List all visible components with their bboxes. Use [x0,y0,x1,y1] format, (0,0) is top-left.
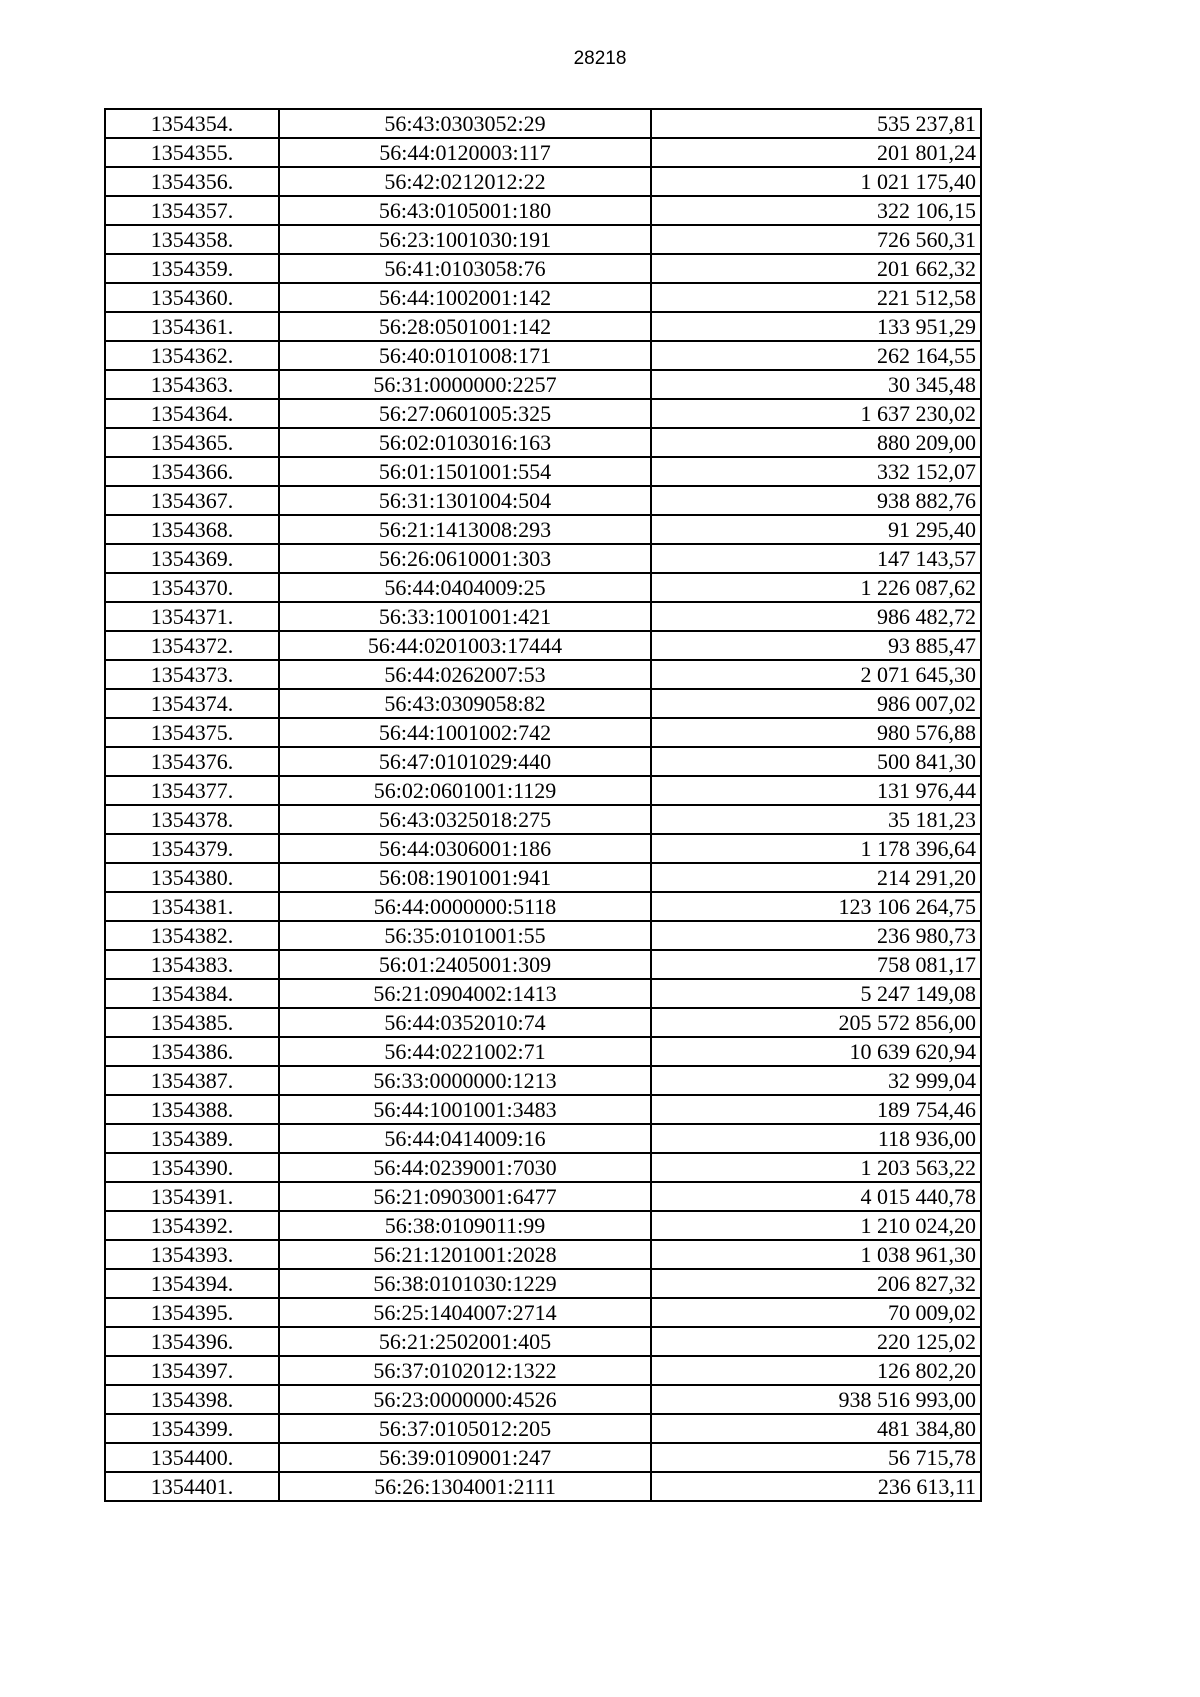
cadastral-number-cell: 56:44:0262007:53 [279,660,651,689]
row-number-cell: 1354371. [105,602,279,631]
table-row [105,457,981,486]
cadastral-number-cell: 56:44:0306001:186 [279,834,651,863]
cadastral-value-cell: 986 007,02 [651,689,981,718]
cadastral-number-cell: 56:02:0601001:1129 [279,776,651,805]
cadastral-value-cell: 2 071 645,30 [651,660,981,689]
table-row [105,1327,981,1356]
cadastral-number-cell: 56:33:1001001:421 [279,602,651,631]
row-number-cell: 1354395. [105,1298,279,1327]
row-number-cell: 1354355. [105,138,279,167]
cadastral-value-cell: 1 021 175,40 [651,167,981,196]
cadastral-value-cell: 1 226 087,62 [651,573,981,602]
cadastral-number-cell: 56:21:1201001:2028 [279,1240,651,1269]
row-number-cell: 1354394. [105,1269,279,1298]
row-number-cell: 1354385. [105,1008,279,1037]
cadastral-value-cell: 35 181,23 [651,805,981,834]
cadastral-value-cell: 118 936,00 [651,1124,981,1153]
cadastral-number-cell: 56:31:1301004:504 [279,486,651,515]
cadastral-number-cell: 56:27:0601005:325 [279,399,651,428]
cadastral-value-cell: 758 081,17 [651,950,981,979]
table-row [105,631,981,660]
cadastral-number-cell: 56:23:1001030:191 [279,225,651,254]
table-row [105,834,981,863]
cadastral-value-cell: 880 209,00 [651,428,981,457]
cadastral-value-cell: 1 038 961,30 [651,1240,981,1269]
cadastral-number-cell: 56:44:1001002:742 [279,718,651,747]
table-row [105,1153,981,1182]
row-number-cell: 1354372. [105,631,279,660]
cadastral-value-cell: 535 237,81 [651,109,981,138]
table-row [105,921,981,950]
table-row [105,196,981,225]
row-number-cell: 1354361. [105,312,279,341]
cadastral-value-cell: 322 106,15 [651,196,981,225]
cadastral-number-cell: 56:41:0103058:76 [279,254,651,283]
row-number-cell: 1354400. [105,1443,279,1472]
table-row [105,1008,981,1037]
cadastral-value-cell: 726 560,31 [651,225,981,254]
cadastral-value-cell: 10 639 620,94 [651,1037,981,1066]
row-number-cell: 1354390. [105,1153,279,1182]
cadastral-number-cell: 56:47:0101029:440 [279,747,651,776]
row-number-cell: 1354392. [105,1211,279,1240]
table-body [105,109,981,1501]
cadastral-value-cell: 147 143,57 [651,544,981,573]
cadastral-number-cell: 56:42:0212012:22 [279,167,651,196]
row-number-cell: 1354380. [105,863,279,892]
cadastral-number-cell: 56:21:1413008:293 [279,515,651,544]
cadastral-value-cell: 131 976,44 [651,776,981,805]
cadastral-number-cell: 56:44:0221002:71 [279,1037,651,1066]
table-row [105,573,981,602]
table-row [105,1298,981,1327]
cadastral-number-cell: 56:40:0101008:171 [279,341,651,370]
cadastral-value-cell: 1 637 230,02 [651,399,981,428]
table-row [105,892,981,921]
row-number-cell: 1354362. [105,341,279,370]
row-number-cell: 1354369. [105,544,279,573]
table-row [105,1182,981,1211]
cadastral-value-cell: 481 384,80 [651,1414,981,1443]
row-number-cell: 1354389. [105,1124,279,1153]
table-row [105,515,981,544]
row-number-cell: 1354382. [105,921,279,950]
cadastral-number-cell: 56:39:0109001:247 [279,1443,651,1472]
cadastral-number-cell: 56:33:0000000:1213 [279,1066,651,1095]
cadastral-value-cell: 123 106 264,75 [651,892,981,921]
cadastral-value-cell: 236 613,11 [651,1472,981,1501]
cadastral-number-cell: 56:38:0109011:99 [279,1211,651,1240]
table-row [105,1269,981,1298]
cadastral-number-cell: 56:43:0325018:275 [279,805,651,834]
cadastral-number-cell: 56:02:0103016:163 [279,428,651,457]
table-row [105,312,981,341]
cadastral-value-cell: 938 516 993,00 [651,1385,981,1414]
cadastral-number-cell: 56:28:0501001:142 [279,312,651,341]
cadastral-number-cell: 56:43:0303052:29 [279,109,651,138]
row-number-cell: 1354387. [105,1066,279,1095]
cadastral-value-cell: 980 576,88 [651,718,981,747]
table-row [105,979,981,1008]
row-number-cell: 1354388. [105,1095,279,1124]
table-row [105,863,981,892]
row-number-cell: 1354360. [105,283,279,312]
cadastral-value-cell: 32 999,04 [651,1066,981,1095]
cadastral-value-cell: 500 841,30 [651,747,981,776]
cadastral-number-cell: 56:37:0105012:205 [279,1414,651,1443]
table-row [105,602,981,631]
table-row [105,689,981,718]
row-number-cell: 1354376. [105,747,279,776]
table-row [105,747,981,776]
row-number-cell: 1354393. [105,1240,279,1269]
cadastral-number-cell: 56:26:1304001:2111 [279,1472,651,1501]
cadastral-number-cell: 56:44:1001001:3483 [279,1095,651,1124]
table-row [105,254,981,283]
table-row [105,341,981,370]
table-row [105,167,981,196]
row-number-cell: 1354364. [105,399,279,428]
table-row [105,399,981,428]
row-number-cell: 1354370. [105,573,279,602]
table-row [105,1066,981,1095]
row-number-cell: 1354397. [105,1356,279,1385]
table-row [105,1240,981,1269]
cadastral-value-cell: 133 951,29 [651,312,981,341]
cadastral-value-cell: 5 247 149,08 [651,979,981,1008]
row-number-cell: 1354379. [105,834,279,863]
cadastral-number-cell: 56:44:0239001:7030 [279,1153,651,1182]
table-row [105,718,981,747]
row-number-cell: 1354374. [105,689,279,718]
row-number-cell: 1354368. [105,515,279,544]
row-number-cell: 1354354. [105,109,279,138]
cadastral-number-cell: 56:26:0610001:303 [279,544,651,573]
cadastral-number-cell: 56:23:0000000:4526 [279,1385,651,1414]
cadastral-value-cell: 205 572 856,00 [651,1008,981,1037]
row-number-cell: 1354396. [105,1327,279,1356]
cadastral-value-cell: 938 882,76 [651,486,981,515]
table-row [105,805,981,834]
cadastral-value-cell: 214 291,20 [651,863,981,892]
cadastral-value-cell: 201 662,32 [651,254,981,283]
table-row [105,1124,981,1153]
cadastral-value-cell: 189 754,46 [651,1095,981,1124]
cadastral-value-cell: 126 802,20 [651,1356,981,1385]
table-row [105,1211,981,1240]
table-row [105,138,981,167]
table-row [105,1472,981,1501]
table-row [105,1356,981,1385]
cadastral-number-cell: 56:44:0352010:74 [279,1008,651,1037]
cadastral-number-cell: 56:01:2405001:309 [279,950,651,979]
row-number-cell: 1354401. [105,1472,279,1501]
cadastral-value-cell: 221 512,58 [651,283,981,312]
cadastral-value-cell: 332 152,07 [651,457,981,486]
row-number-cell: 1354357. [105,196,279,225]
table-row [105,370,981,399]
cadastral-number-cell: 56:21:0903001:6477 [279,1182,651,1211]
row-number-cell: 1354381. [105,892,279,921]
row-number-cell: 1354386. [105,1037,279,1066]
cadastral-value-cell: 1 178 396,64 [651,834,981,863]
cadastral-number-cell: 56:37:0102012:1322 [279,1356,651,1385]
cadastral-value-cell: 236 980,73 [651,921,981,950]
cadastral-value-table [104,108,982,1502]
cadastral-number-cell: 56:43:0309058:82 [279,689,651,718]
row-number-cell: 1354375. [105,718,279,747]
page-number: 28218 [573,48,627,69]
cadastral-value-cell: 70 009,02 [651,1298,981,1327]
table-row [105,486,981,515]
row-number-cell: 1354378. [105,805,279,834]
table-row [105,225,981,254]
row-number-cell: 1354363. [105,370,279,399]
cadastral-value-cell: 93 885,47 [651,631,981,660]
table-row [105,428,981,457]
cadastral-number-cell: 56:31:0000000:2257 [279,370,651,399]
table-row [105,660,981,689]
row-number-cell: 1354356. [105,167,279,196]
cadastral-value-cell: 262 164,55 [651,341,981,370]
cadastral-value-cell: 206 827,32 [651,1269,981,1298]
cadastral-number-cell: 56:44:0120003:117 [279,138,651,167]
table-row [105,1443,981,1472]
cadastral-number-cell: 56:35:0101001:55 [279,921,651,950]
row-number-cell: 1354398. [105,1385,279,1414]
cadastral-number-cell: 56:43:0105001:180 [279,196,651,225]
cadastral-value-cell: 1 210 024,20 [651,1211,981,1240]
cadastral-number-cell: 56:44:0414009:16 [279,1124,651,1153]
row-number-cell: 1354367. [105,486,279,515]
cadastral-value-cell: 1 203 563,22 [651,1153,981,1182]
cadastral-value-cell: 30 345,48 [651,370,981,399]
cadastral-value-cell: 4 015 440,78 [651,1182,981,1211]
cadastral-value-cell: 56 715,78 [651,1443,981,1472]
cadastral-number-cell: 56:21:0904002:1413 [279,979,651,1008]
cadastral-number-cell: 56:01:1501001:554 [279,457,651,486]
cadastral-value-cell: 220 125,02 [651,1327,981,1356]
cadastral-number-cell: 56:08:1901001:941 [279,863,651,892]
table-row [105,544,981,573]
row-number-cell: 1354365. [105,428,279,457]
cadastral-number-cell: 56:44:0000000:5118 [279,892,651,921]
cadastral-number-cell: 56:25:1404007:2714 [279,1298,651,1327]
row-number-cell: 1354373. [105,660,279,689]
row-number-cell: 1354377. [105,776,279,805]
row-number-cell: 1354391. [105,1182,279,1211]
row-number-cell: 1354366. [105,457,279,486]
row-number-cell: 1354384. [105,979,279,1008]
table-row [105,950,981,979]
table-row [105,776,981,805]
row-number-cell: 1354399. [105,1414,279,1443]
cadastral-value-cell: 91 295,40 [651,515,981,544]
row-number-cell: 1354383. [105,950,279,979]
table-row [105,1037,981,1066]
table-row [105,109,981,138]
cadastral-value-cell: 201 801,24 [651,138,981,167]
table-row [105,1385,981,1414]
table-row [105,1095,981,1124]
row-number-cell: 1354359. [105,254,279,283]
cadastral-number-cell: 56:44:1002001:142 [279,283,651,312]
row-number-cell: 1354358. [105,225,279,254]
table-row [105,283,981,312]
cadastral-number-cell: 56:44:0404009:25 [279,573,651,602]
table-row [105,1414,981,1443]
cadastral-number-cell: 56:38:0101030:1229 [279,1269,651,1298]
cadastral-value-cell: 986 482,72 [651,602,981,631]
cadastral-number-cell: 56:44:0201003:17444 [279,631,651,660]
cadastral-number-cell: 56:21:2502001:405 [279,1327,651,1356]
